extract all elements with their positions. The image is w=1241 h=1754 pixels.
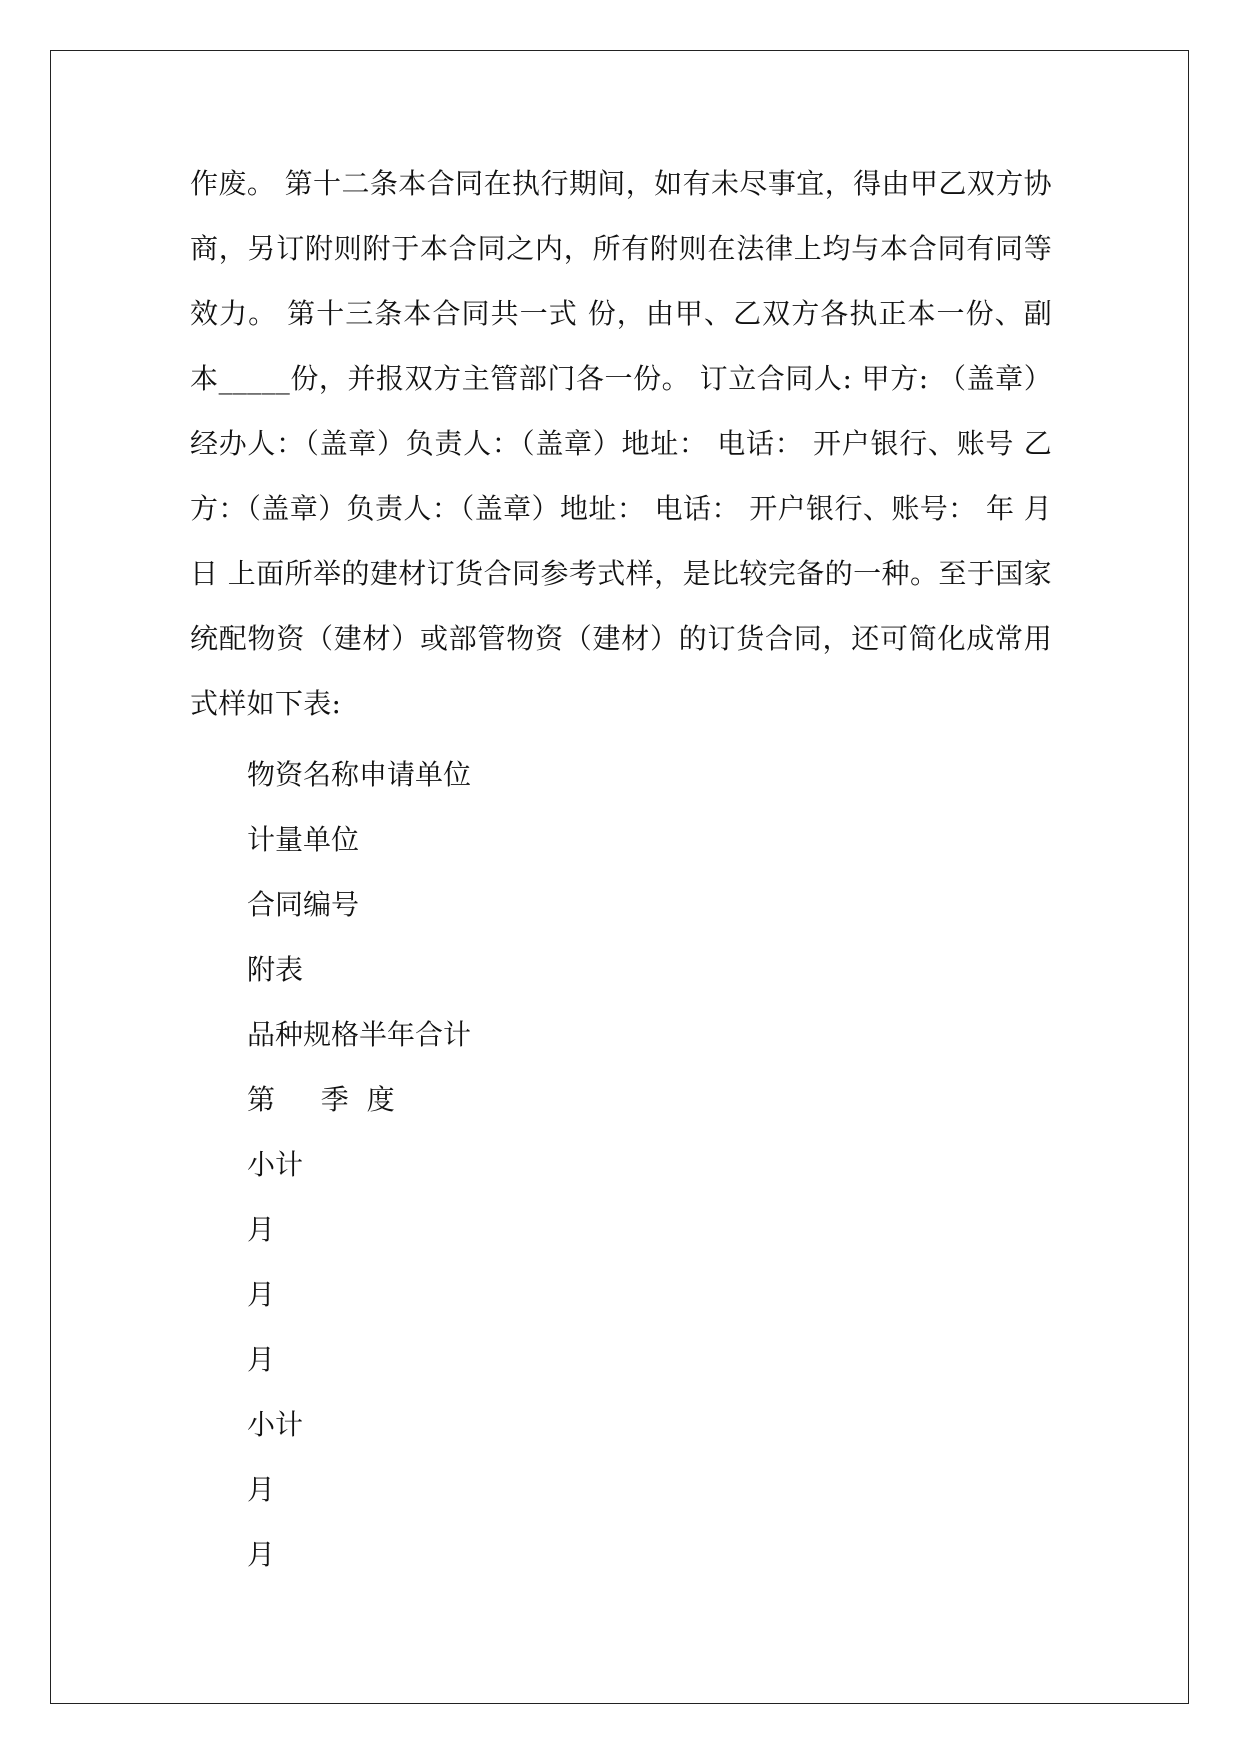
table-items-list: [247, 742, 471, 1587]
table-item: 月: [247, 1343, 276, 1376]
table-item: 月: [247, 1213, 276, 1246]
table-item: 小计: [247, 1148, 304, 1181]
table-item: 月: [247, 1473, 276, 1506]
document-body: [190, 151, 1052, 736]
contract-paragraph: 作废。 第十二条本合同在执行期间，如有未尽事宜，得由甲乙双方协商，另订附则附于本合同之内，所有附则在法律上均与本合同有同等效力。 第十三条本合同共一式 份，由甲、乙双方各执正本一份、副本_____份，并报双方主管部门各一份。 订立合同人: 甲方: （盖章）经办人：（盖章）负责人：（盖章）地址： 电话： 开户银行、账号 乙方：（盖章）负责人：（盖章）地址： 电话： 开户银行、账号： 年 月 日 上面所举的建材订货合同参考式样，是比较完备的一种。至于国家统配物资（建材）或部管物资（建材）的订货合同，还可简化成常用式样如下表:: [190, 167, 1052, 720]
table-item: 月: [247, 1538, 276, 1571]
table-item: 月: [247, 1278, 276, 1311]
table-item: 合同编号: [247, 888, 360, 921]
table-item: 附表: [247, 953, 304, 986]
table-item: 计量单位: [247, 823, 360, 856]
table-item: 第 季 度: [247, 1083, 395, 1116]
table-item: 品种规格半年合计: [247, 1018, 472, 1051]
table-item: 小计: [247, 1408, 304, 1441]
table-item: 物资名称申请单位: [247, 758, 472, 791]
